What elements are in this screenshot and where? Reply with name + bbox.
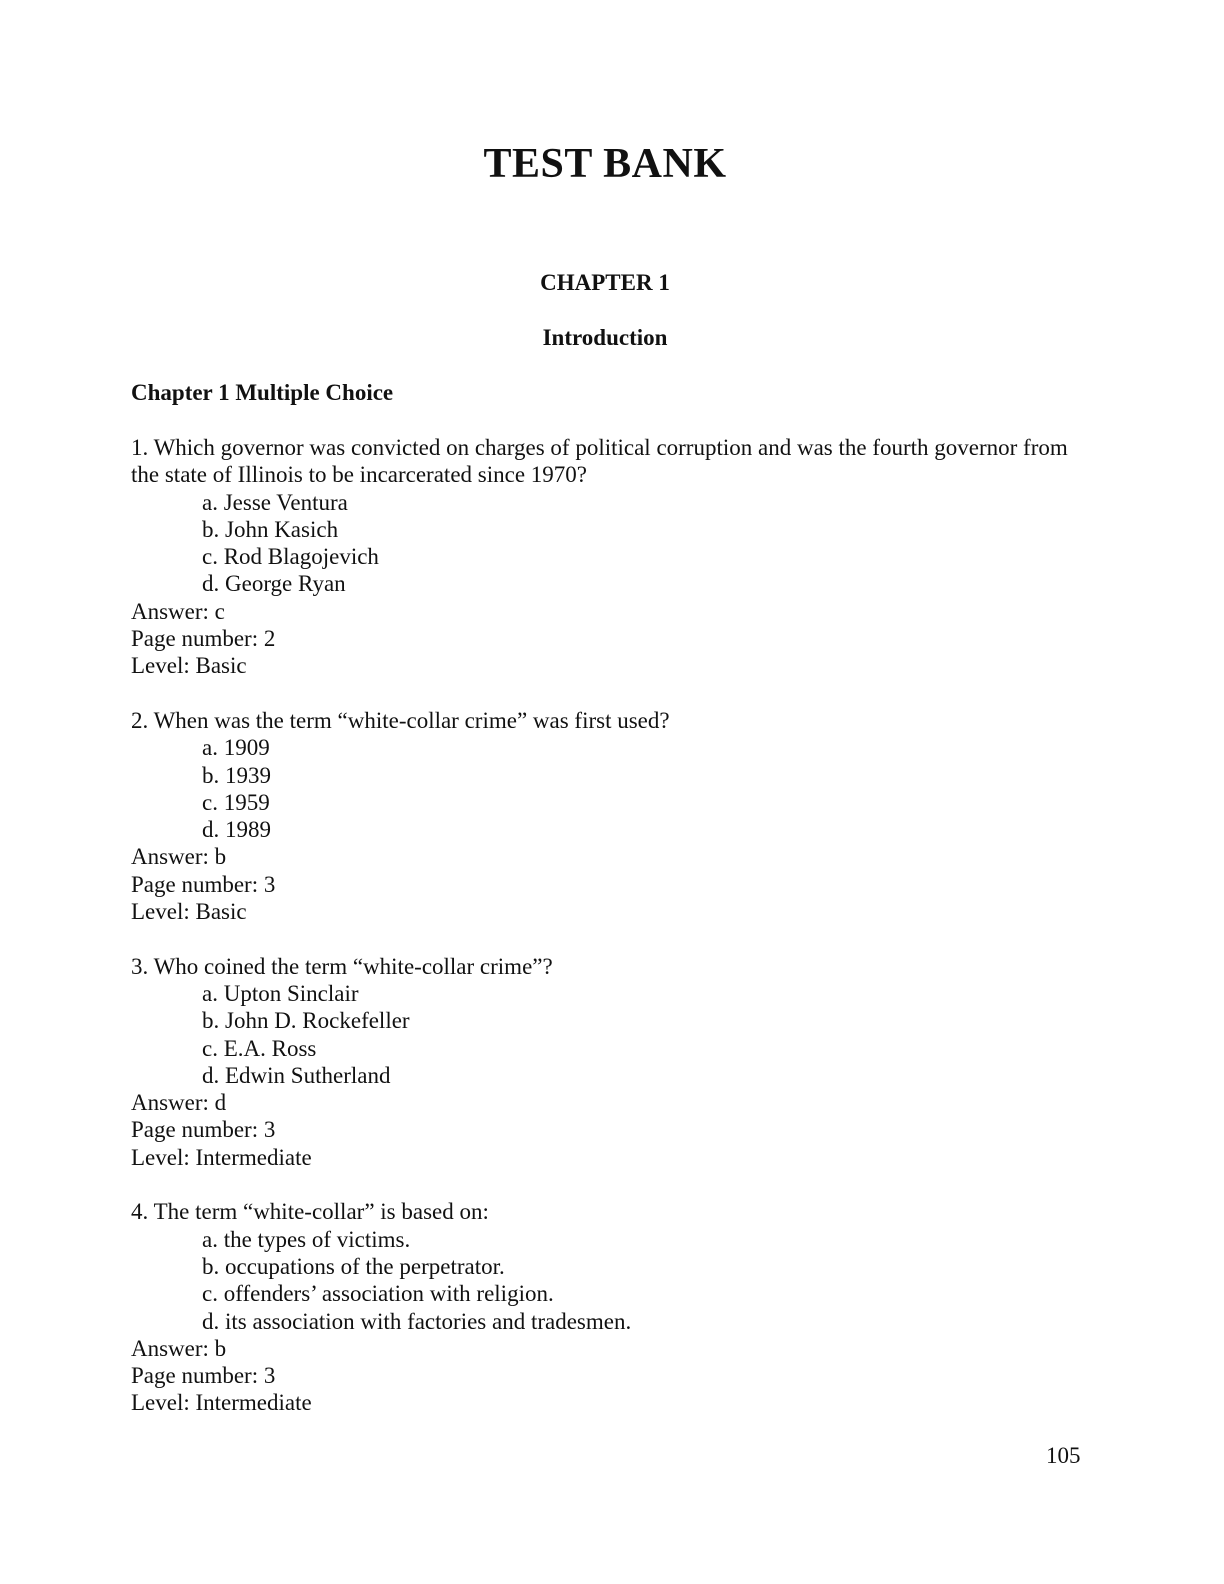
question-2: [131, 707, 1091, 925]
choice-list: [131, 734, 1091, 843]
answer-line: Answer: c: [131, 598, 225, 624]
chapter-title: Introduction: [542, 325, 668, 350]
choice-item: a. Jesse Ventura: [202, 489, 348, 515]
level-line: Level: Intermediate: [131, 1390, 312, 1416]
choice-list: [131, 980, 1091, 1089]
page-number-line: Page number: 3: [131, 1363, 276, 1389]
choice-list: [131, 1226, 1091, 1335]
level-line: Level: Basic: [131, 899, 247, 925]
question-3: [131, 953, 1091, 1171]
choice-item: a. Upton Sinclair: [202, 980, 359, 1006]
page-number-line: Page number: 3: [131, 871, 276, 897]
choice-item: c. Rod Blagojevich: [202, 544, 379, 570]
level-line: Level: Intermediate: [131, 1144, 312, 1170]
choice-item: a. the types of victims.: [202, 1226, 411, 1252]
question-4: [131, 1198, 1091, 1416]
choice-item: b. John Kasich: [202, 516, 339, 542]
choice-item: c. 1959: [202, 789, 270, 815]
question-text: 1. Which governor was convicted on charges of political corruption and was the fourth governor from the state of Illinois to be incarcerated since 1970?: [131, 435, 1068, 488]
choice-item: d. 1989: [202, 817, 271, 843]
level-line: Level: Basic: [131, 653, 247, 679]
choice-item: c. offenders’ association with religion.: [202, 1281, 554, 1307]
answer-line: Answer: d: [131, 1090, 227, 1116]
answer-line: Answer: b: [131, 844, 227, 870]
choice-item: d. Edwin Sutherland: [202, 1062, 391, 1088]
chapter-heading: CHAPTER 1: [540, 270, 670, 295]
choice-item: d. George Ryan: [202, 571, 346, 597]
choice-item: b. John D. Rockefeller: [202, 1008, 410, 1034]
section-heading: Chapter 1 Multiple Choice: [131, 380, 394, 405]
choice-list: [131, 489, 1091, 598]
question-list: [131, 434, 1091, 1444]
page-number-line: Page number: 2: [131, 626, 276, 652]
question-text: 4. The term “white-collar” is based on:: [131, 1199, 489, 1225]
answer-line: Answer: b: [131, 1335, 227, 1361]
choice-item: a. 1909: [202, 735, 270, 761]
choice-item: b. occupations of the perpetrator.: [202, 1253, 505, 1279]
choice-item: b. 1939: [202, 762, 271, 788]
question-text: 2. When was the term “white-collar crime” was first used?: [131, 707, 670, 733]
page-number-line: Page number: 3: [131, 1117, 276, 1143]
question-1: [131, 434, 1091, 680]
footer-page-number: 105: [1046, 1443, 1081, 1468]
choice-item: c. E.A. Ross: [202, 1035, 317, 1061]
document-title: TEST BANK: [483, 141, 727, 187]
question-text: 3. Who coined the term “white-collar crime”?: [131, 953, 553, 979]
choice-item: d. its association with factories and tradesmen.: [202, 1308, 632, 1334]
